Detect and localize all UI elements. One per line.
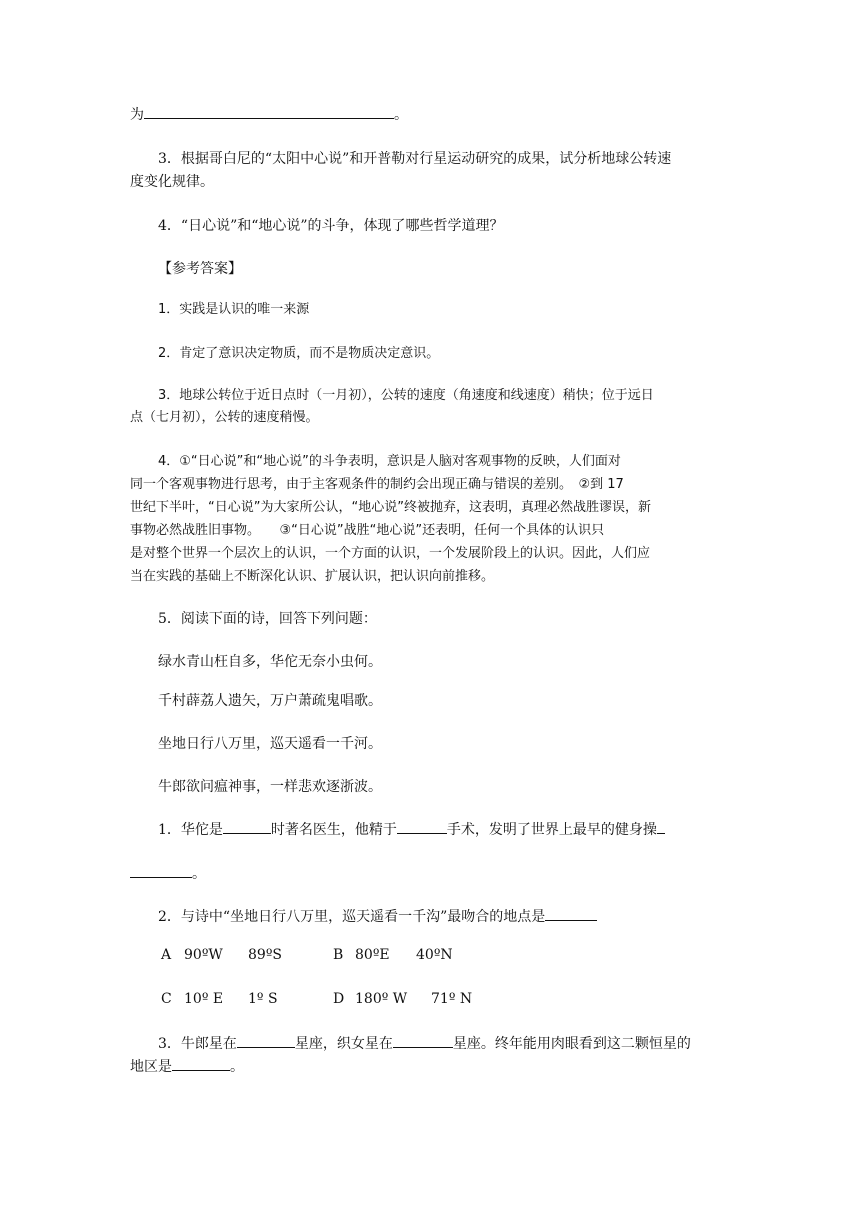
sub-question-3-part-d: 地区是 [130, 1059, 172, 1075]
option-c-latitude: 1º S [248, 991, 278, 1007]
line-suffix: 。 [394, 107, 408, 123]
sub-question-3-part-a: 3．牛郎星在 [158, 1036, 237, 1052]
poem-line-3: 坐地日行八万里，巡天遥看一千河。 [158, 736, 382, 752]
answer-1: 1．实践是认识的唯一来源 [158, 302, 310, 317]
sub-question-1-part-a: 1．华佗是 [158, 822, 223, 838]
sub-question-2-text: 2．与诗中“坐地日行八万里，巡天遥看一千沟”最吻合的地点是 [158, 909, 546, 925]
option-a-longitude: 90ºW [184, 947, 223, 963]
fill-blank [172, 1056, 230, 1071]
sub-question-1-continuation [130, 863, 740, 886]
question-3-line-2: 度变化规律。 [130, 174, 214, 190]
sub-question-3-part-b: 星座，织女星在 [294, 1036, 393, 1052]
fill-blank [545, 906, 597, 921]
sub-question-3-line-2 [130, 1056, 740, 1079]
sub-question-3-part-c: 星座。终年能用肉眼看到这二颗恒星的 [452, 1036, 691, 1052]
poem-line-1: 绿水青山枉自多，华佗无奈小虫何。 [158, 654, 382, 670]
fill-blank [237, 1033, 295, 1048]
option-b-longitude: 80ºE [355, 947, 390, 963]
option-a-latitude: 89ºS [248, 947, 282, 963]
option-c-longitude: 10º E [184, 991, 224, 1007]
answer-3-line-1: 3．地球公转位于近日点时（一月初），公转的速度（角速度和线速度）稍快；位于远日 [158, 388, 654, 403]
reference-answer-heading: 【参考答案】 [158, 261, 242, 277]
answer-2: 2．肯定了意识决定物质，而不是物质决定意识。 [158, 346, 440, 361]
question-3-line-1: 3．根据哥白尼的“太阳中心说”和开普勒对行星运动研究的成果，试分析地球公转速 [158, 151, 672, 167]
sub-question-1 [158, 819, 768, 842]
sub-question-1-part-c: 手术，发明了世界上最早的健身操 [446, 822, 657, 838]
option-d-longitude: 180º W [355, 991, 408, 1007]
answer-3-line-2: 点（七月初），公转的速度稍慢。 [130, 410, 319, 425]
fill-blank [130, 863, 192, 878]
fill-blank [393, 1033, 453, 1048]
fill-blank [144, 104, 394, 119]
option-a-letter: A [161, 947, 172, 963]
sub-question-1-part-b: 时著名医生，他精于 [270, 822, 397, 838]
answer-4-line-4: 事物必然战胜旧事物。 ③“日心说”战胜“地心说”还表明，任何一个具体的认识只 [130, 523, 605, 538]
answer-4-line-5: 是对整个世界一个层次上的认识，一个方面的认识，一个发展阶段上的认识。因此，人们应 [130, 546, 651, 561]
answer-4-line-1: 4．①“日心说”和“地心说”的斗争表明，意识是人脑对客观事物的反映，人们面对 [158, 454, 621, 469]
option-b-latitude: 40ºN [416, 947, 453, 963]
line-suffix: 。 [230, 1059, 244, 1075]
poem-line-2: 千村薜荔人遗矢，万户萧疏鬼唱歌。 [158, 693, 382, 709]
option-b-letter: B [333, 947, 344, 963]
fill-blank [657, 819, 665, 834]
line-prefix: 为 [130, 107, 144, 123]
answer-4-line-2: 同一个客观事物进行思考，由于主客观条件的制约会出现正确与错误的差别。 ②到 17 [130, 477, 624, 492]
fill-blank [397, 819, 447, 834]
option-d-letter: D [333, 991, 345, 1007]
sub-question-3-line-1 [158, 1033, 768, 1056]
line-suffix: 。 [192, 866, 206, 882]
answer-4-line-6: 当在实践的基础上不断深化认识、扩展认识，把认识向前推移。 [130, 569, 495, 584]
question-4: 4．“日心说”和“地心说”的斗争，体现了哪些哲学道理？ [158, 218, 504, 234]
option-d-latitude: 71º N [431, 991, 473, 1007]
answer-4-line-3: 世纪下半叶，“日心说”为大家所公认，“地心说”终被抛弃，这表明，真理必然战胜谬误，新 [130, 500, 651, 515]
sub-question-2 [158, 906, 768, 929]
answer-line-continuation [130, 104, 740, 127]
fill-blank [223, 819, 271, 834]
option-c-letter: C [161, 991, 172, 1007]
poem-line-4: 牛郎欲问瘟神事，一样悲欢逐浙波。 [158, 779, 382, 795]
question-5: 5．阅读下面的诗，回答下列问题： [158, 611, 377, 627]
